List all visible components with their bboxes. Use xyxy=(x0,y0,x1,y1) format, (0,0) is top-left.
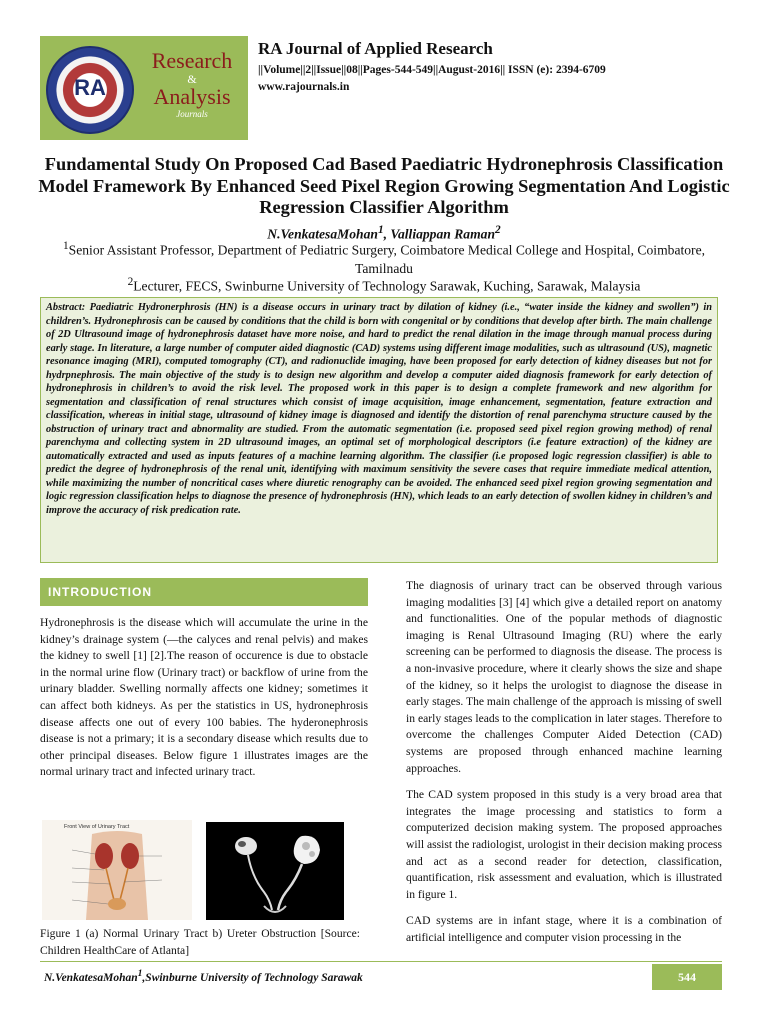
figure-1a-title: Front View of Urinary Tract xyxy=(64,824,130,830)
logo-wordmark xyxy=(136,50,248,120)
scan-left-calyx xyxy=(238,841,246,847)
right-paragraph-2: The CAD system proposed in this study is a very broad area that integrates the image processing and statistics to form a computerized decision making system. The proposed approaches will assist the radiologist, urologist in their decision making process and act as a second reader for detection, classification, quantification, risk assessment and evaluation, which is illustrated in figure 1. xyxy=(406,788,722,901)
affiliation-2-sup: 2 xyxy=(127,276,134,288)
affiliation-1 xyxy=(40,237,728,278)
author-separator: , xyxy=(383,226,391,242)
author-2-sup: 2 xyxy=(495,224,501,236)
right-kidney-shape xyxy=(121,843,139,869)
paper-title: Fundamental Study On Proposed Cad Based Paediatric Hydronephrosis Classification Model Framework By Enhanced Seed Pixel Region Growing Segmentation And Logistic Regression Classifier Algorithm xyxy=(38,154,730,217)
figure-1a-image xyxy=(42,820,192,920)
page-footer xyxy=(44,965,363,987)
logo-emblem xyxy=(46,46,134,134)
affiliation-1-text: Senior Assistant Professor, Department of Pediatric Surgery, Coimbatore Medical College and Hospital, Coimbatore, Tamilnadu xyxy=(68,242,706,276)
introduction-heading: INTRODUCTION xyxy=(40,578,368,606)
journal-title: RA Journal of Applied Research xyxy=(258,39,493,58)
logo-line-4: Journals xyxy=(176,109,208,119)
journal-meta: ||Volume||2||Issue||08||Pages-544-549||August-2016|| ISSN (e): 2394-6709 xyxy=(258,64,606,76)
urinary-tract-illustration xyxy=(42,820,192,920)
scan-bladder xyxy=(264,906,286,912)
logo-line-3: Analysis xyxy=(153,84,231,109)
footer-author: N.VenkatesaMohan xyxy=(44,971,138,984)
abstract-box xyxy=(40,297,718,563)
affiliation-2-text: Lecturer, FECS, Swinburne University of Technology Sarawak, Kuching, Sarawak, Malaysia xyxy=(133,278,641,294)
footer-author-sup: 1 xyxy=(137,968,143,979)
affiliation-2 xyxy=(40,273,728,296)
scan-right-calyx-1 xyxy=(302,842,310,850)
affiliation-1-sup: 1 xyxy=(62,240,69,252)
journal-logo xyxy=(40,36,248,140)
logo-line-1: Research xyxy=(151,48,233,73)
ureter-obstruction-scan xyxy=(206,822,344,920)
author-1: N.VenkatesaMohan xyxy=(267,226,378,242)
journal-header xyxy=(258,38,606,96)
page-number: 544 xyxy=(652,964,722,990)
right-column xyxy=(406,578,722,956)
journal-website[interactable]: www.rajournals.in xyxy=(258,81,350,93)
figure-1-caption: Figure 1 (a) Normal Urinary Tract b) Ureter Obstruction [Source: Children HealthCare of Atlanta] xyxy=(40,927,360,957)
scan-right-calyx-2 xyxy=(309,851,315,857)
scan-left-kidney xyxy=(235,837,257,855)
footer-divider xyxy=(40,961,722,962)
left-kidney-shape xyxy=(95,843,113,869)
introduction-paragraph: Hydronephrosis is the disease which will accumulate the urine in the kidney’s drainage system (—the calyces and renal pelvis) and makes the kidney to swell [1] [2].The reason of occurence is due to obstacle in the normal urine flow (Urinary tract) or backflow of urine from the urinary bladder. Swelling normally affects one kidney; sometimes it can affect both kidneys. As per the statistics in US, hydronephrosis disease affects one out of every 100 babies. The hyderonephrosis disease is not a primary; it is a secondary disease which results due to other principal diseases. Below figure 1 illustrates images are the normal urinary tract and infected urinary tract. xyxy=(40,616,368,779)
logo-monogram: RA xyxy=(74,75,106,100)
bladder-shape xyxy=(108,898,126,910)
logo-line-2: & xyxy=(187,72,197,86)
scan-right-ureter xyxy=(278,864,302,910)
right-paragraph-1: The diagnosis of urinary tract can be observed through various imaging modalities [3] [4] which give a detailed report on anatomy and functionalities. One of the popular methods of diagnostic imaging is Renal Ultrasound Imaging (RU) where the early screening can be performed to diagnosis the disease. The process is a non-invasive procedure, where it clearly shows the size and shape of the kidney, so it helps the urologist to diagnose the disease in early stages. The main challenge of the approach is missing of swell in early stages leads to the complication in later stages. Therefore to overcome the challenges Computer Aided Detection (CAD) systems are proposed through enhanced machine learning approaches. xyxy=(406,579,722,775)
author-2: Valliappan Raman xyxy=(390,226,496,242)
right-paragraph-3: CAD systems are in infant stage, where it is a combination of artificial intelligence and computer vision processing in the xyxy=(406,914,722,944)
footer-affiliation: ,Swinburne University of Technology Sarawak xyxy=(142,971,363,984)
abstract-text: Abstract: Paediatric Hydronerphrosis (HN) is a disease occurs in urinary tract by dilation of kidney (i.e., “water inside the kidney and swollen”) in children’s. Hydronephrosis can be caused by conditions that the child is born with congenital or by conditions that develop after birth. The main challenge of 2D Ultrasound image of hydronephrosis dataset have more noise, and hard to predict the renal dilation in the image through manual process during early stage. In literature, a large number of computer aided diagnostic (CAD) systems using different image modalities, such as ultrasound (US), magnetic resonance imaging (MRI), computed tomography (CT), and radionuclide imaging, have been proposed for early detection of kidney diseases but not for hydrpnephrosis. The main objective of the study is to design new algorithm and develop a computer aided diagnosis framework for early detection of hydronephrosis in children’s to avoid the risk level. The proposed work in this paper is to design a complete framework and new algorithm for segmentation and classification of renal structures which consist of image acquisition, image enhancement, segmentation, feature extraction and classification, whereas in initial stage, ultrasound of kidney image is diagnosed and identify the distortion of renal parenchyma structure caused by the obstruction of urinary tract and abnormality are studied. From the automatic segmentation (i.e. proposed seed pixel region growing method) of renal parenchyma and collecting system in 2D ultrasound images, an optimal set of morphological descriptors (i.e feature extraction) of the kidney are automatically extracted and used as inputs features of a machine learning algorithm. The classifier (i.e proposed logic regression classifier) is able to predict the degree of hydronephrosis of the renal unit, identifying with maximum sensitivity the severe cases that require immediate medical attention, while maximizing the number of noncritical cases where diuretic renography can be avoided. The enhanced seed pixel region growing segmentation and logic regression classification helps to diagnose the presence of hydronephrosis (HN), which leads to an early detection of swollen kidney in children’s and improve the accuracy of risk predication rate. xyxy=(46,302,712,516)
scan-left-ureter xyxy=(248,855,272,910)
left-column xyxy=(40,578,368,781)
figure-1b-image xyxy=(206,822,344,920)
author-1-sup: 1 xyxy=(377,224,384,236)
